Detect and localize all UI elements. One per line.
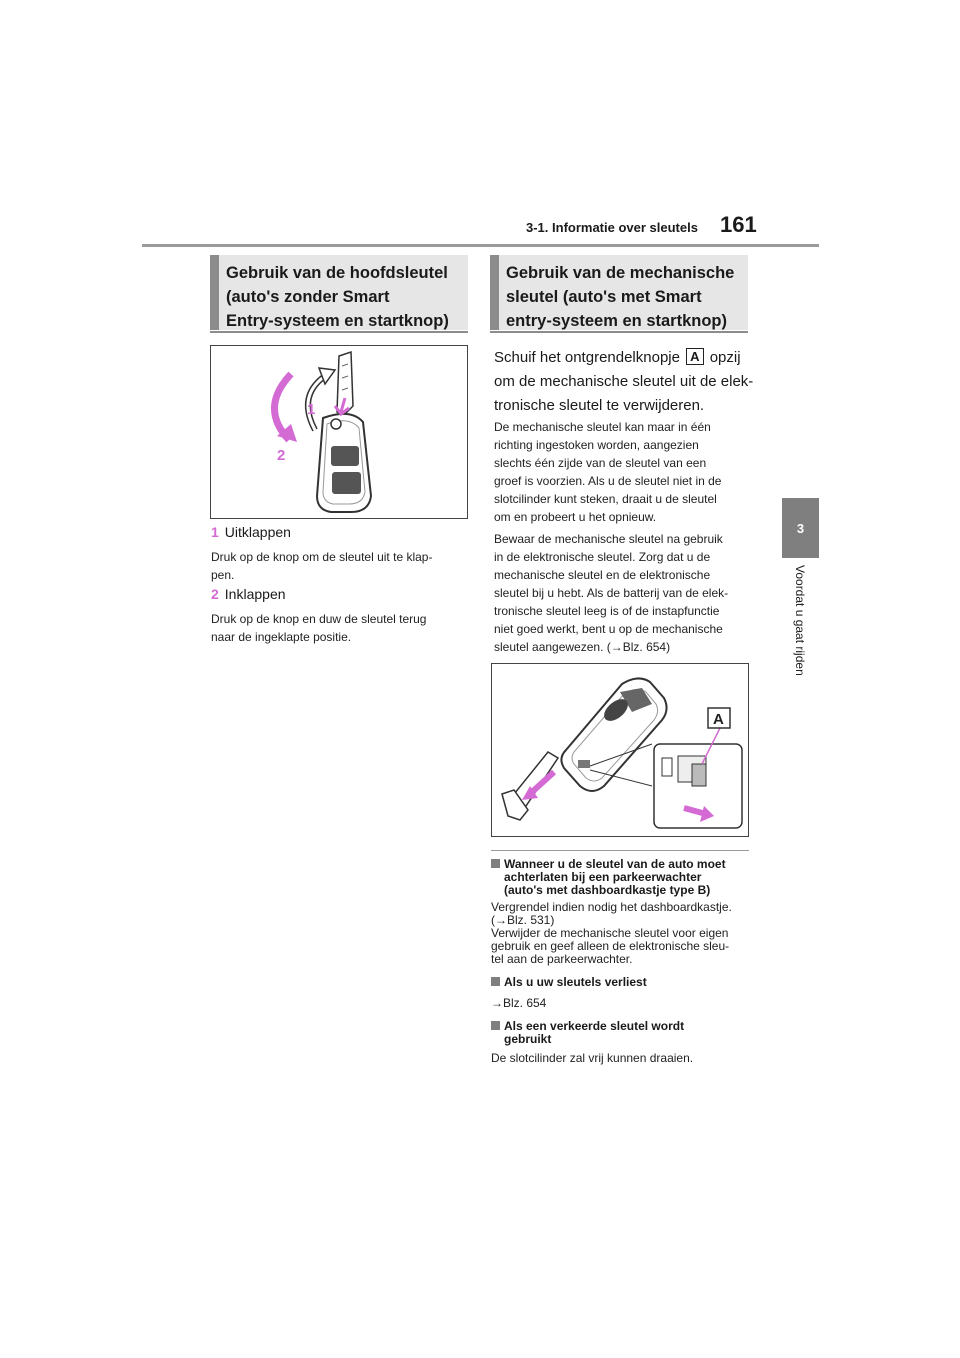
heading-line: Gebruik van de hoofdsleutel: [226, 264, 448, 282]
right-section-heading: [490, 255, 748, 330]
instruction-lead: [494, 346, 756, 418]
lead-line: tronische sleutel te verwijderen.: [494, 397, 705, 414]
page-number: 161: [720, 212, 757, 237]
release-knob-detail: [692, 764, 706, 786]
heading-line: Gebruik van de mechanische: [506, 264, 735, 282]
text-line: slotcilinder kunt steken, draait u de sleutel: [494, 492, 717, 506]
note-line: De slotcilinder zal vrij kunnen draaien.: [491, 1051, 694, 1065]
note-title-line: (auto's met dashboardkastje type B): [504, 883, 711, 897]
info-paragraph-2: [494, 530, 756, 656]
smart-key-body: [561, 678, 666, 791]
chapter-side-title: [782, 565, 819, 705]
note-line: (→Blz. 531): [491, 913, 555, 927]
chapter-tab: 3: [782, 498, 819, 558]
fob-button: [331, 446, 359, 466]
note-body: [491, 901, 756, 966]
release-button: [331, 419, 341, 429]
text-line: om en probeert u het opnieuw.: [494, 510, 657, 524]
note-title-line: [491, 976, 756, 989]
lead-after: opzij: [709, 349, 741, 366]
title-text: Als u uw sleutels verliest: [504, 975, 647, 989]
text-line: sleutel bij u hebt. Als de batterij van de elek-: [494, 586, 729, 600]
text-line: in de elektronische sleutel. Zorg dat u de: [494, 550, 711, 564]
note-body: [491, 1052, 756, 1065]
step-1: [211, 524, 291, 540]
text-line: mechanische sleutel en de elektronische: [494, 568, 711, 582]
figure-label-2: 2: [277, 447, 286, 464]
section-title: 3-1. Informatie over sleutels: [526, 220, 698, 235]
heading-line: sleutel (auto's met Smart: [506, 288, 702, 306]
flip-key-figure: [210, 345, 468, 519]
title-text: Wanneer u de sleutel van de auto moet: [504, 857, 726, 871]
note-title: [491, 976, 756, 989]
note-body: [491, 997, 756, 1010]
smart-key-figure: [491, 663, 749, 837]
callout-a-box: A: [686, 348, 703, 365]
text-line: Druk op de knop en duw de sleutel terug: [211, 612, 427, 626]
note-line: tel aan de parkeerwachter.: [491, 952, 633, 966]
text-line: slechts één zijde van de sleutel van een: [494, 456, 707, 470]
note-line: Vergrendel indien nodig het dashboardkastje.: [491, 900, 732, 914]
lead-line: [494, 346, 756, 370]
key-blade: [337, 352, 353, 416]
figure-label-1: 1: [307, 401, 316, 418]
text-line: pen.: [211, 568, 235, 582]
step-2-description: [211, 610, 471, 646]
text-line: Druk op de knop om de sleutel uit te klap-: [211, 550, 433, 564]
note-title: [491, 1020, 756, 1046]
step-number: 1: [211, 524, 219, 540]
chapter-side-title-text: Voordat u gaat rijden: [792, 565, 807, 676]
note-title: [491, 858, 756, 897]
info-paragraph-1: [494, 418, 756, 526]
text-line: tronische sleutel leeg is of de instapfunctie: [494, 604, 720, 618]
lead-before: Schuif het ontgrendelknopje: [494, 349, 680, 366]
notes-section: [491, 858, 756, 1065]
text-line: niet goed werkt, bent u op de mechanische: [494, 622, 723, 636]
step-1-description: [211, 548, 471, 584]
smart-key-illustration: [492, 664, 748, 836]
text-line: groef is voorzien. Als u de sleutel niet in de: [494, 474, 722, 488]
note-title-line: gebruikt: [504, 1032, 552, 1046]
release-knob: [578, 760, 590, 768]
bullet-square-icon: [491, 1021, 500, 1030]
heading-line: (auto's zonder Smart: [226, 288, 390, 306]
step-number: 2: [211, 586, 219, 602]
note-line: →Blz. 654: [491, 996, 547, 1010]
heading-line: Entry-systeem en startknop): [226, 312, 449, 330]
bullet-square-icon: [491, 859, 500, 868]
header-rule: [142, 244, 819, 247]
bullet-square-icon: [491, 977, 500, 986]
text-line: De mechanische sleutel kan maar in één: [494, 420, 711, 434]
heading-line: entry-systeem en startknop): [506, 312, 727, 330]
note-title-line: achterlaten bij een parkeerwachter: [504, 870, 702, 884]
title-text: Als een verkeerde sleutel wordt: [504, 1019, 685, 1033]
text-line: richting ingestoken worden, aangezien: [494, 438, 699, 452]
callout-a-label: A: [713, 711, 724, 728]
fob-button: [332, 472, 361, 494]
text-line: Bewaar de mechanische sleutel na gebruik: [494, 532, 723, 546]
notes-divider: [491, 850, 749, 851]
note-line: Verwijder de mechanische sleutel voor eigen: [491, 926, 729, 940]
left-section-heading: [210, 255, 468, 330]
lead-line: om de mechanische sleutel uit de elek-: [494, 373, 754, 390]
step-label: Inklappen: [224, 586, 286, 602]
step-2: [211, 586, 286, 602]
note-line: gebruik en geef alleen de elektronische sleu-: [491, 939, 730, 953]
inset-slot: [662, 758, 672, 776]
step-label: Uitklappen: [224, 524, 291, 540]
text-line: naar de ingeklapte positie.: [211, 630, 352, 644]
flip-key-illustration: [211, 346, 467, 518]
text-line: sleutel aangewezen. (→Blz. 654): [494, 640, 671, 654]
